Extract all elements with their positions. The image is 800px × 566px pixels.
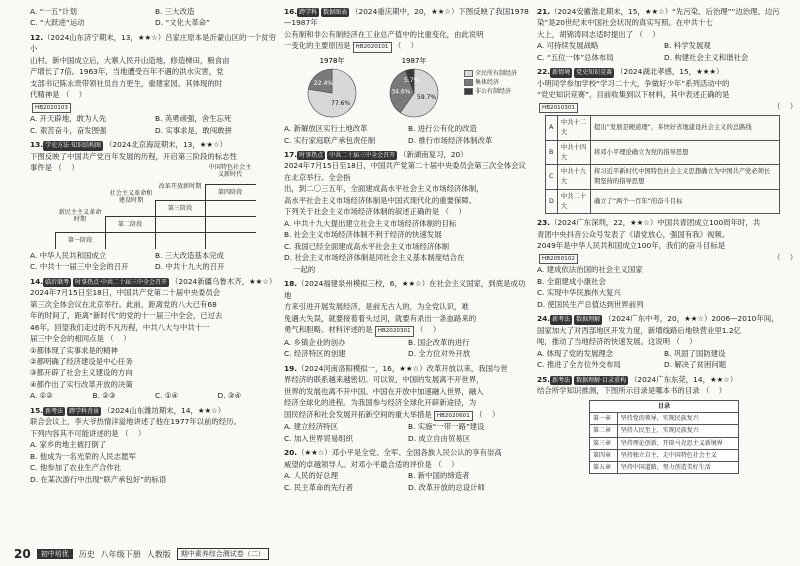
option[interactable]: A. 家乡的地主被打倒了 bbox=[30, 440, 107, 450]
question-number: 17. bbox=[284, 150, 298, 159]
question-25: 25. 新考法 数据理解·目录重构 （2024广东东莞，14，★★☆） 结合所学知识推测，下图所示目录是哪本书的目录 （ ） 目录 第一章 坚持党的领导，实现民族复兴 第二章 坚持人民至上，实现民族复兴 第三章 坚持理论创新，开辟马克思主义新境界 第四章 坚持独立自主，走中国特色社会主义 第五章 坚持中国道路，努力创造美好生活 bbox=[537, 374, 791, 475]
question-12: 12.（2024山东济宁期末，13，★★☆）吕家庄原本是沂蒙山区的一个贫穷小 山村。新中国成立后，大寨人民开山造地，修造梯田，粮食亩 产增长了7倍。1963年，当地遭受百年不遇的洪水灾害，党 支部书记陈永贵带领社员自力更生，重建家园。其体现的时 代精神是 （ ） HB2020103 A. 开天辟地，敢为人先 B. 英勇顽强，舍生忘死 C. 艰苦奋斗，奋发图强 D. 实事求是，敢闯敢拼 bbox=[30, 32, 280, 136]
toc-row bbox=[590, 412, 739, 424]
question-tag: 临沂联考 bbox=[45, 278, 70, 286]
option[interactable]: B. 社会主义市场经济体制不利于经济的快速发展 bbox=[284, 230, 442, 240]
option[interactable]: B. 三大改造基本完成 bbox=[155, 250, 224, 260]
question-17: 17. 时事热点 中共二十届三中全会召开 （新湖南复习，20） 2024年7月15日至18日，中国共产党第二十届中央委员会第三次全体会议在北京举行。全会指 出，到二〇三五年，全面建成高水平社会主义市场经济体制， 高水平社会主义市场经济体制是中国式现代化的重要保障。 下列关于社会主义市场经济体制的叙述正确的是 （ ） A. 中共十九大提出建立社会主义市场经济体制的目标 B. 社会主义市场经济体制不利于经济的快速发展 C. 我国已经全面建成高水平社会主义市场经济体制 D. 社会主义市场经济体制是同社会主义基本制度结合在 一起的 bbox=[284, 149, 532, 275]
toc-row bbox=[590, 437, 739, 449]
toc-row bbox=[590, 462, 739, 474]
page-number: 20 bbox=[14, 547, 31, 561]
stage-label: 第四阶段 bbox=[217, 188, 243, 196]
legend-swatch bbox=[464, 88, 473, 95]
option[interactable]: B. 实施“一带一路”建设 bbox=[408, 422, 485, 432]
question-text: 2024年7月15日至18日，中国共产党第二十届中央委员会第三次全体会议在北京举行。全会指 bbox=[284, 161, 526, 182]
question-number: 14. bbox=[30, 276, 44, 286]
question-text: 青团中央抖音公众号发表了《请党放心，强国有我》视频。 bbox=[537, 229, 730, 239]
option[interactable]: B. 他成为一名光荣的人民志愿军 bbox=[30, 451, 136, 461]
option[interactable]: C. “五位一体”总体布局 bbox=[537, 52, 614, 62]
option[interactable]: A. 乡镇企业的创办 bbox=[284, 337, 346, 347]
option[interactable]: A. 中华人民共和国成立 bbox=[30, 250, 107, 260]
option[interactable]: C. 艰苦奋斗，奋发图强 bbox=[30, 125, 107, 135]
option[interactable]: A. 建立经济特区 bbox=[284, 422, 338, 432]
option[interactable]: B. 新中国的缔造者 bbox=[408, 471, 470, 481]
question-21: 21.（2024安徽淮北期末，15，★★☆）“先污染、后治理”“边治理、边污 染”是20世纪末中国社会状况的真实写照。在中共十七 大上，胡锦涛同志适时提出了 （ ） A. 可持续发展战略 B. 科学发展观 C. “五位一体”总体布局 D. 构建社会主义和谐社会 bbox=[537, 6, 791, 63]
legend-item bbox=[464, 87, 517, 96]
toc-text: 坚持独立自主，走中国特色社会主义 bbox=[617, 449, 738, 461]
question-tag: 跨学科 bbox=[299, 9, 318, 16]
option[interactable]: D. 成立自由贸易区 bbox=[408, 433, 471, 443]
option[interactable]: C. 推进了全方位外交布局 bbox=[537, 360, 621, 370]
option[interactable]: B. 英勇顽强，舍生忘死 bbox=[155, 114, 232, 124]
table-cell: C bbox=[546, 165, 558, 190]
question-text: 公有制和非公有制经济在工业总产值中的比重变化，由此说明 bbox=[284, 29, 484, 39]
option[interactable]: B. 科学发展观 bbox=[664, 41, 711, 51]
statement-item: ③都开辟了社会主义建设的方向 bbox=[30, 368, 133, 378]
question-number: 19. bbox=[284, 363, 298, 373]
question-code: HB2020301 bbox=[375, 326, 414, 337]
question-tag: 时事热点 bbox=[299, 152, 324, 159]
legend-item bbox=[464, 78, 517, 87]
question-text: 事件是 bbox=[30, 163, 53, 173]
legend-swatch bbox=[464, 70, 473, 77]
question-text: “党史知识竞赛”，目前收集到以下材料，其中表述正确的是 bbox=[537, 90, 730, 100]
pie-data-label: 59.7% bbox=[417, 94, 437, 102]
question-number: 22. bbox=[537, 67, 551, 77]
question-text: 在社会主义国家，到底是成功地 bbox=[284, 279, 526, 300]
question-meta: （2024福建泉州模拟三校，6，★★☆） bbox=[297, 279, 430, 289]
question-text: 2024年7月15日至18日，中国共产党第二十届中央委员会 bbox=[30, 288, 221, 298]
question-text: 吨，推动了当地经济的快速发展。这说明 bbox=[537, 337, 671, 347]
option[interactable]: D. 中共十九大的召开 bbox=[155, 262, 225, 272]
question-text: 产增长了7倍。1963年，当地遭受百年不遇的洪水灾害，党 bbox=[30, 67, 224, 77]
pie-data-label: 5.7% bbox=[404, 77, 420, 85]
option[interactable]: C. “大跃进”运动 bbox=[30, 18, 85, 28]
table-row[interactable] bbox=[546, 116, 780, 141]
table-row[interactable] bbox=[546, 165, 780, 190]
stair-label: 社会主义革命和建设时期 bbox=[109, 189, 153, 205]
stair-label: 改革开放新时期 bbox=[158, 182, 202, 190]
option[interactable]: D. 实事求是，敢闯敢拼 bbox=[155, 125, 232, 135]
column-3 bbox=[537, 6, 798, 477]
table-row[interactable] bbox=[546, 189, 780, 214]
question-text: 下列内容其不可能讲述的是 bbox=[30, 428, 119, 438]
question-text: 下图反映了中国共产党百年发展的历程，开启第三阶段的标志性 bbox=[30, 151, 237, 161]
question-text: 界经济的联系越来越密切。可以说，中国的发展离不开世界， bbox=[284, 375, 484, 385]
question-text: 2006—2010年间， bbox=[711, 314, 779, 324]
toc-row bbox=[590, 425, 739, 437]
question-tag: 学史方法·知识结构图 bbox=[45, 142, 102, 150]
table-cell: 中共二十大 bbox=[557, 189, 590, 214]
toc-chapter: 第二章 bbox=[590, 425, 618, 437]
table-cell: 将习近平新时代中国特色社会主义思想确立为中国共产党必须长期坚持的指导思想 bbox=[591, 165, 780, 190]
question-meta: （2024安徽淮北期末，15，★★☆） bbox=[550, 7, 673, 16]
question-tag: 时事热点·中共二十届三中全会召开 bbox=[75, 278, 168, 286]
option[interactable]: C. ①④ bbox=[155, 391, 179, 401]
question-meta: （2024广东中考，20，★★☆） bbox=[604, 314, 712, 324]
question-code: HB2050102 bbox=[539, 254, 578, 265]
option[interactable]: D. 在某次游行中出现“联产承包好”的标语 bbox=[30, 474, 167, 484]
page-footer bbox=[14, 547, 269, 561]
option[interactable]: D. 解决了贫困问题 bbox=[664, 360, 727, 370]
question-meta: （2024山东济宁期末，13，★★☆） bbox=[43, 32, 166, 42]
question-text: 经济全球化的进程。为我国参与经济全球化开辟新途径，为 bbox=[284, 398, 477, 408]
stage-label: 第三阶段 bbox=[167, 204, 193, 212]
option[interactable]: A. 可持续发展战略 bbox=[537, 41, 599, 51]
option[interactable]: A. 新解放区实行土地改革 bbox=[284, 124, 368, 134]
question-text: 一变化的主要原因是 bbox=[284, 41, 351, 51]
option[interactable]: D. 全方位对外开放 bbox=[408, 349, 471, 359]
option[interactable]: D. ③④ bbox=[217, 391, 242, 401]
option[interactable]: A. “一五”计划 bbox=[30, 7, 77, 16]
question-tag: 党史知识竞赛 bbox=[576, 69, 613, 77]
stage-label: 第二阶段 bbox=[117, 220, 143, 228]
footer-subject: 历史 bbox=[78, 549, 95, 559]
question-text: 出，到二〇三五年，全面建成高水平社会主义市场经济体制， bbox=[284, 184, 484, 194]
legend-item bbox=[464, 69, 517, 78]
legend-swatch bbox=[464, 79, 473, 86]
question-text: 大上，胡锦涛同志适时提出了 bbox=[537, 29, 634, 39]
question-text: 勇气和胆略。材料评述的是 bbox=[284, 325, 373, 335]
pie-chart bbox=[294, 55, 464, 121]
option[interactable]: A. 体现了党的发展理念 bbox=[537, 348, 614, 358]
option[interactable]: C. 他参加了农业生产合作社 bbox=[30, 463, 122, 473]
question-text: 邓小平是全党、全军、全国各族人民公认的享有崇高 bbox=[331, 448, 502, 458]
column-1 bbox=[30, 6, 280, 488]
option[interactable]: C. 实现中华民族伟大复兴 bbox=[537, 288, 621, 298]
question-tag: 数据理解·目录重构 bbox=[576, 376, 627, 384]
toc-text: 坚持人民至上，实现民族复兴 bbox=[617, 425, 738, 437]
option[interactable]: C. 经济特区的创建 bbox=[284, 349, 346, 359]
option[interactable]: A. ①② bbox=[30, 391, 53, 401]
option-continuation: 一起的 bbox=[293, 264, 316, 274]
question-number: 24. bbox=[537, 314, 551, 324]
question-text: 下列关于社会主义市场经济体制的叙述正确的是 bbox=[284, 207, 440, 217]
statement-item: ①都体现了实事求是的精神 bbox=[30, 345, 118, 355]
question-number: 20. bbox=[284, 448, 298, 458]
question-tag: 跨学科背景 bbox=[69, 407, 100, 415]
question-code: HB2020103 bbox=[32, 103, 71, 114]
question-13: 13. 学史方法·知识结构图 （2024北京海淀期末，13，★★☆） 下图反映了中国共产党百年发展的历程，开启第三阶段的标志性 事件是 （ ） 新民主主义革命时期 社会主义革命和建设时期 改革开放新时期 中国特色社会主义新时代 第一阶段 第二阶段 第三阶段 第四阶段 A. 中华人民共和国成立 B. 三大改造基本完成 C. 中共十一届三中全会的召开 D. 中共十九大的召开 bbox=[30, 139, 280, 272]
question-text: 2049年是中华人民共和国成立100年，我们的奋斗目标是 bbox=[537, 241, 726, 251]
question-meta: （2024新疆乌鲁木齐，★★☆） bbox=[171, 276, 277, 286]
option[interactable]: A. 建成依法治国的社会主义国家 bbox=[537, 265, 643, 275]
table-cell: B bbox=[546, 140, 558, 165]
toc-text: 坚持理论创新，开辟马克思主义新境界 bbox=[617, 437, 738, 449]
question-number: 25. bbox=[537, 374, 551, 384]
toc-chapter: 第一章 bbox=[590, 412, 618, 424]
question-text: 联合会议上，李大爷热情洋溢地讲述了他在1977年以前的经历。 bbox=[30, 417, 241, 427]
toc-chapter: 第三章 bbox=[590, 437, 618, 449]
table-cell: 确立了“两个一百年”的奋斗目标 bbox=[591, 189, 780, 214]
option[interactable]: C. 加入世界贸易组织 bbox=[284, 433, 353, 443]
option[interactable]: B. ②③ bbox=[92, 391, 116, 401]
question-text: 代精神是 bbox=[30, 90, 60, 100]
pie-data-label: 34.6% bbox=[391, 88, 411, 96]
table-cell: D bbox=[546, 189, 558, 214]
question-meta: （2024北京海淀期末，13，★★☆） bbox=[105, 140, 228, 150]
question-meta: （2024山东潍坊期末，14，★★☆） bbox=[103, 405, 226, 415]
question-text: 吕家庄原本是沂蒙山区的一个贫穷小 bbox=[30, 32, 276, 54]
question-19: 19.（2024河南洛阳模拟一，16，★★☆）改革开放以来，我国与世 界经济的联系越来越密切。可以说，中国的发展离不开世界， 世界的发展也离不开中国。中国在开放中加速融入世界，融入 经济全球化的进程。为我国参与经济全球化开辟新途径，为 国民经济和社会发展开拓新空间的重大举措是 HB2020601 （ ） A. 建立经济特区 B. 实施“一带一路”建设 C. 加入世界贸易组织 D. 成立自由贸易区 bbox=[284, 363, 532, 444]
question-text: 下图反映了我国1978—1987年 bbox=[284, 7, 529, 28]
question-23: 23.（2024广东深圳，22，★★☆）中国共青团成立100周年时，共 青团中央抖音公众号发表了《请党放心，强国有我》视频。 2049年是中华人民共和国成立100年，我们的奋斗目标是 HB2050102 （ ） A. 建成依法治国的社会主义国家 B. 全面建成小康社会 C. 实现中华民族伟大复兴 D. 使国民生产总值达到世界前列 bbox=[537, 218, 798, 309]
option[interactable]: A. 开天辟地，敢为人先 bbox=[30, 114, 107, 124]
question-code: HB2020101 bbox=[353, 42, 392, 53]
footer-brand: 初中培优 bbox=[37, 549, 73, 559]
question-tag: 新考法 bbox=[552, 376, 571, 384]
question-meta: （2024河南洛阳模拟一，16，★★☆） bbox=[297, 363, 427, 373]
legend-label: 全民所有制经济 bbox=[475, 70, 518, 78]
question-11-options bbox=[30, 6, 280, 29]
table-cell: 中共十九大 bbox=[557, 165, 590, 190]
question-text: 威望的卓越领导人。对邓小平最合适的评价是 bbox=[284, 459, 432, 469]
option[interactable]: B. 全面建成小康社会 bbox=[537, 276, 606, 286]
question-text: 结合所学知识推测，下图所示目录是哪本书的目录 bbox=[537, 386, 700, 396]
question-15: 15. 新考法 跨学科背景 （2024山东潍坊期末，14，★★☆） 联合会议上，李大爷热情洋溢地讲述了他在1977年以前的经历。 下列内容其不可能讲述的是 （ ） A. 家乡的地主被打倒了 B. 他成为一名光荣的人民志愿军 C. 他参加了农业生产合作社 D. 在某次游行中出现“联产承包好”的标语 bbox=[30, 405, 280, 485]
pie-year-label: 1978年 bbox=[319, 57, 345, 66]
chart-legend bbox=[464, 69, 517, 96]
option[interactable]: D. 使国民生产总值达到世界前列 bbox=[537, 299, 644, 309]
option[interactable]: B. 进行公有化的改造 bbox=[408, 124, 477, 134]
question-text: 世界的发展也离不开中国。中国在开放中加速融入世界，融入 bbox=[284, 386, 484, 396]
question-text: 染”是20世纪末中国社会状况的真实写照。在中共十七 bbox=[537, 18, 713, 28]
question-text: 国家加大了对西部地区开发力度，新增线路后地铁营业里1.2亿 bbox=[537, 325, 741, 335]
question-text: 国民经济和社会发展开拓新空间的重大举措是 bbox=[284, 409, 432, 419]
option[interactable]: B. 巩固了国防建设 bbox=[664, 348, 726, 358]
option[interactable]: D. 构建社会主义和谐社会 bbox=[664, 52, 749, 62]
question-16: 16. 跨学科 数据图表 （2024重庆期中，20，★★☆）下图反映了我国1978—1987年 公有制和非公有制经济在工业总产值中的比重变化，由此说明 一变化的主要原因是 HB2020101 （ ） 1978年 77.6% 22.4% 1987年 59.7% 34.6% 5.7% 全民所有制经济 集体经济 非公有制经济 A. 新解放区实行土地改革 B. 进行公有化的改造 C. 实行家庭联产承包责任制 D. 推行市场经济体制改革 bbox=[284, 6, 532, 146]
question-tag: 新考法 bbox=[552, 316, 571, 324]
table-cell: 将邓小平理论确立为党的指导思想 bbox=[591, 140, 780, 165]
option[interactable]: D. 改革开放的总设计师 bbox=[408, 482, 485, 492]
option[interactable]: C. 实行家庭联产承包责任制 bbox=[284, 135, 376, 145]
question-14: 14. 临沂联考 时事热点·中共二十届三中全会召开 （2024新疆乌鲁木齐，★★☆） 2024年7月15日至18日，中国共产党第二十届中央委员会 第三次全体会议在北京举行。此前，距离党的八大已有68 年的时间了，距离“新时代”的党的十一届三中全会，已过去 46年。回望我们走过的不凡历程，中共八大与中共十一 届三中全会的相同点是 （ ） ①都体现了实事求是的精神 ②都明确了经济建设是中心任务 ③都开辟了社会主义建设的方向 ④都作出了实行改革开放的决策 A. ①② B. ②③ C. ①④ D. ③④ bbox=[30, 276, 280, 402]
question-text: 46年。回望我们走过的不凡历程，中共八大与中共十一 bbox=[30, 322, 210, 332]
question-text: 山村。新中国成立后，大寨人民开山造地，修造梯田，粮食亩 bbox=[30, 55, 230, 65]
stair-label: 新民主主义革命时期 bbox=[58, 208, 102, 224]
question-text: 方来引进开展发展经济，是前无古人的，为全党认识，难 bbox=[284, 302, 469, 312]
table-cell: 中共十四大 bbox=[557, 140, 590, 165]
question-24: 24. 新考法 数据理解 （2024广东中考，20，★★☆）2006—2010年间， 国家加大了对西部地区开发力度，新增线路后地铁营业里1.2亿 吨，推动了当地经济的快速发展。这说明 （ ） A. 体现了党的发展理念 B. 巩固了国防建设 C. 推进了全方位外交布局 D. 解决了贫困问题 bbox=[537, 313, 791, 370]
question-number: 23. bbox=[537, 218, 551, 228]
pie-data-label: 22.4% bbox=[313, 79, 333, 87]
question-tag: 新考法 bbox=[45, 407, 64, 415]
footer-edition: 人教版 bbox=[146, 549, 171, 559]
legend-label: 非公有制经济 bbox=[475, 88, 512, 96]
option[interactable]: C. 中共十一届三中全会的召开 bbox=[30, 262, 129, 272]
toc-text: 坚持中国道路，努力创造美好生活 bbox=[617, 462, 738, 474]
pie-data-label: 77.6% bbox=[331, 100, 351, 108]
table-row[interactable] bbox=[546, 140, 780, 165]
question-meta: （新湖南复习，20） bbox=[399, 150, 468, 159]
legend-label: 集体经济 bbox=[475, 79, 500, 87]
table-cell: 提出“发展是硬道理”，多快好省地建设社会主义的总路线 bbox=[591, 116, 780, 141]
option[interactable]: C. 民主革命的先行者 bbox=[284, 482, 353, 492]
stage-label: 第一阶段 bbox=[67, 236, 93, 244]
option[interactable]: A. 人民的好总理 bbox=[284, 471, 338, 481]
question-meta: （2024广东东莞，14，★★☆） bbox=[630, 374, 738, 384]
question-meta: （2024广东深圳，22，★★☆） bbox=[550, 218, 658, 228]
question-meta: （2024重庆期中，20，★★☆） bbox=[351, 7, 459, 16]
question-tag: 数据图表 bbox=[323, 9, 348, 16]
option[interactable]: A. 中共十九大提出建立社会主义市场经济体制的目标 bbox=[284, 218, 457, 228]
question-tag: 数据理解 bbox=[576, 316, 601, 324]
question-text: 免遇大失误，就要接着着头过河，就要有杀出一条血路来的 bbox=[284, 313, 477, 323]
statement-item: ④都作出了实行改革开放的决策 bbox=[30, 379, 133, 389]
question-number: 13. bbox=[30, 140, 44, 150]
question-code: HB2020601 bbox=[434, 411, 473, 422]
column-2 bbox=[284, 6, 532, 496]
pie-chart-figure bbox=[284, 55, 532, 121]
question-20: 20.（★★☆）邓小平是全党、全军、全国各族人民公认的享有崇高 威望的卓越领导人。对邓小平最合适的评价是 （ ） A. 人民的好总理 B. 新中国的缔造者 C. 民主革命的先行者 D. 改革开放的总设计师 bbox=[284, 447, 532, 493]
question-tag: 中共二十届三中全会召开 bbox=[329, 152, 396, 159]
pie-year-label: 1987年 bbox=[401, 57, 427, 66]
question-text: 中国共青团成立100周年时，共 bbox=[657, 218, 761, 228]
question-18: 18.（2024福建泉州模拟三校，6，★★☆）在社会主义国家，到底是成功地 方来引进开展发展经济，是前无古人的，为全党认识，难 免遇大失误，就要接着着头过河，就要有杀出一条血路来的 勇气和胆略。材料评述的是 HB2020301 （ ） A. 乡镇企业的创办 B. 国企改革的进行 C. 经济特区的创建 D. 全方位对外开放 bbox=[284, 278, 532, 359]
option[interactable]: C. 我国已经全面建成高水平社会主义市场经济体制 bbox=[284, 241, 450, 251]
question-number: 12. bbox=[30, 32, 44, 42]
statement-item: ②都明确了经济建设是中心任务 bbox=[30, 356, 133, 366]
toc-table bbox=[589, 400, 739, 475]
option[interactable]: D. 推行市场经济体制改革 bbox=[408, 135, 493, 145]
question-meta: （★★☆） bbox=[297, 448, 332, 458]
question-text: 第三次全体会议在北京举行。此前，距离党的八大已有68 bbox=[30, 299, 217, 309]
table-cell: 中共十二大 bbox=[557, 116, 590, 141]
toc-chapter: 第五章 bbox=[590, 462, 618, 474]
question-22: 22. 新情境 党史知识竞赛 （2024湖北孝感，15，★★★） 小明同学参加学校“学习二十大，争做好少年”系列活动中的 “党史知识竞赛”，目前收集到以下材料，其中表述正确的是 HB2010301 （ ） A 中共十二大 提出“发展是硬道理”，多快好省地建设社会主义的总路线 B 中共十四大 将邓小平理论确立为党的指导思想 C 中共十九大 将习近平新时代中国特色社会主义思想确立为中国共产党必须长期坚持的指导思想 D 中共二十大 确立了“两个一百年”的奋斗目标 bbox=[537, 66, 791, 214]
question-text: 届三中全会的相同点是 bbox=[30, 334, 104, 344]
question-text: 改革开放以来，我国与世 bbox=[426, 363, 508, 373]
question-number: 16. bbox=[284, 7, 298, 16]
question-text: 年的时间了，距离“新时代”的党的十一届三中全会，已过去 bbox=[30, 311, 223, 321]
table-cell: A bbox=[546, 116, 558, 141]
question-tag: 新情境 bbox=[552, 69, 571, 77]
option[interactable]: B. 三大改造 bbox=[155, 7, 195, 16]
options-table bbox=[545, 115, 780, 214]
toc-text: 坚持党的领导，实现民族复兴 bbox=[617, 412, 738, 424]
option[interactable]: D. 社会主义市场经济体制是同社会主义基本制度结合在 bbox=[284, 253, 465, 263]
question-number: 21. bbox=[537, 7, 551, 16]
question-text: 小明同学参加学校“学习二十大，争做好少年”系列活动中的 bbox=[537, 78, 730, 88]
toc-chapter: 第四章 bbox=[590, 449, 618, 461]
question-meta: （2024湖北孝感，15，★★★） bbox=[616, 67, 724, 77]
footer-test-name: 期中素养综合测试卷（二） bbox=[177, 548, 269, 560]
question-code: HB2010301 bbox=[539, 103, 578, 114]
option[interactable]: D. “文化大革命” bbox=[155, 18, 211, 28]
question-text: 高水平社会主义市场经济体制是中国式现代化的重要保障。 bbox=[284, 195, 477, 205]
toc-row bbox=[590, 449, 739, 461]
question-text: 支部书记陈永贵带领社员自力更生，重建家园。其体现的时 bbox=[30, 78, 223, 88]
stair-label: 中国特色社会主义新时代 bbox=[208, 163, 252, 179]
question-number: 15. bbox=[30, 405, 44, 415]
question-text: “先污染、后治理”“边治理、边污 bbox=[672, 7, 780, 16]
question-number: 18. bbox=[284, 279, 298, 289]
option[interactable]: B. 国企改革的进行 bbox=[408, 337, 470, 347]
footer-grade: 八年级下册 bbox=[100, 549, 141, 559]
toc-title: 目录 bbox=[590, 400, 739, 412]
